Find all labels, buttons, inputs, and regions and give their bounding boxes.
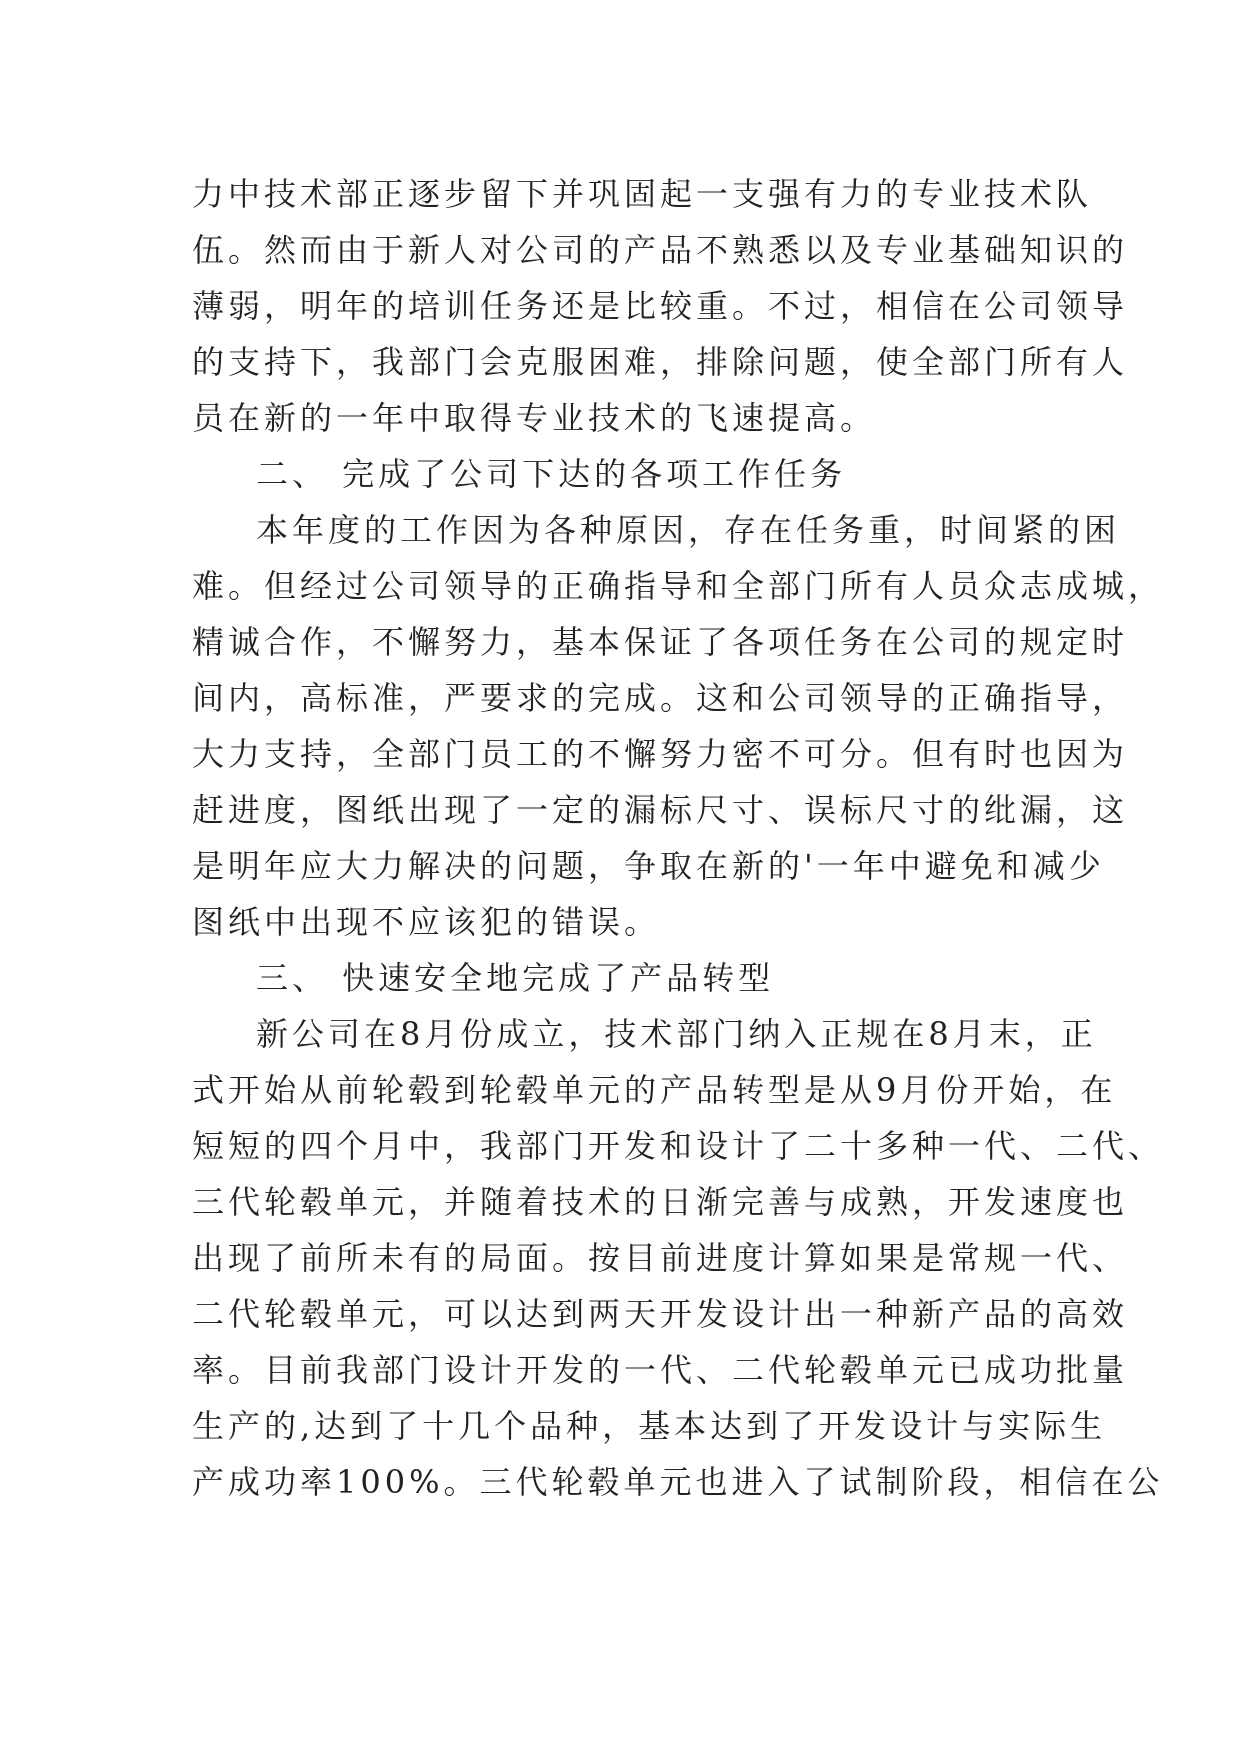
body-line: 间内，高标准，严要求的完成。这和公司领导的正确指导， <box>192 679 1129 717</box>
body-line: 生产的,达到了十几个品种，基本达到了开发设计与实际生 <box>192 1407 1107 1445</box>
body-line: 产成功率100%。三代轮毂单元也进入了试制阶段，相信在公 <box>192 1463 1164 1501</box>
document-body <box>192 166 1165 1510</box>
body-line: 力中技术部正逐步留下并巩固起一支强有力的专业技术队 <box>192 175 1093 213</box>
body-line: 短短的四个月中，我部门开发和设计了二十多种一代、二代、 <box>192 1127 1165 1165</box>
body-line: 员在新的一年中取得专业技术的飞速提高。 <box>192 399 877 437</box>
body-line: 大力支持，全部门员工的不懈努力密不可分。但有时也因为 <box>192 735 1129 773</box>
body-line: 难。但经过公司领导的正确指导和全部门所有人员众志成城， <box>192 567 1165 605</box>
paragraph-first-line: 本年度的工作因为各种原因，存在任务重，时间紧的困 <box>256 511 1121 549</box>
body-line: 精诚合作，不懈努力，基本保证了各项任务在公司的规定时 <box>192 623 1129 661</box>
body-line: 是明年应大力解决的问题，争取在新的'一年中避免和减少 <box>192 847 1105 885</box>
section-heading: 二、 完成了公司下达的各项工作任务 <box>256 455 847 493</box>
body-line: 三代轮毂单元，并随着技术的日渐完善与成熟，开发速度也 <box>192 1183 1129 1221</box>
body-line: 出现了前所未有的局面。按目前进度计算如果是常规一代、 <box>192 1239 1129 1277</box>
body-line: 率。目前我部门设计开发的一代、二代轮毂单元已成功批量 <box>192 1351 1129 1389</box>
body-line: 伍。然而由于新人对公司的产品不熟悉以及专业基础知识的 <box>192 231 1129 269</box>
body-line: 薄弱，明年的培训任务还是比较重。不过，相信在公司领导 <box>192 287 1129 325</box>
body-line: 二代轮毂单元，可以达到两天开发设计出一种新产品的高效 <box>192 1295 1129 1333</box>
body-line: 的支持下，我部门会克服困难，排除问题，使全部门所有人 <box>192 343 1129 381</box>
section-heading: 三、 快速安全地完成了产品转型 <box>256 959 775 997</box>
body-line: 式开始从前轮毂到轮毂单元的产品转型是从9月份开始，在 <box>192 1071 1117 1109</box>
paragraph-first-line: 新公司在8月份成立，技术部门纳入正规在8月末，正 <box>256 1015 1097 1053</box>
body-line: 赶进度，图纸出现了一定的漏标尺寸、误标尺寸的纰漏，这 <box>192 791 1129 829</box>
body-line: 图纸中出现不应该犯的错误。 <box>192 903 661 941</box>
